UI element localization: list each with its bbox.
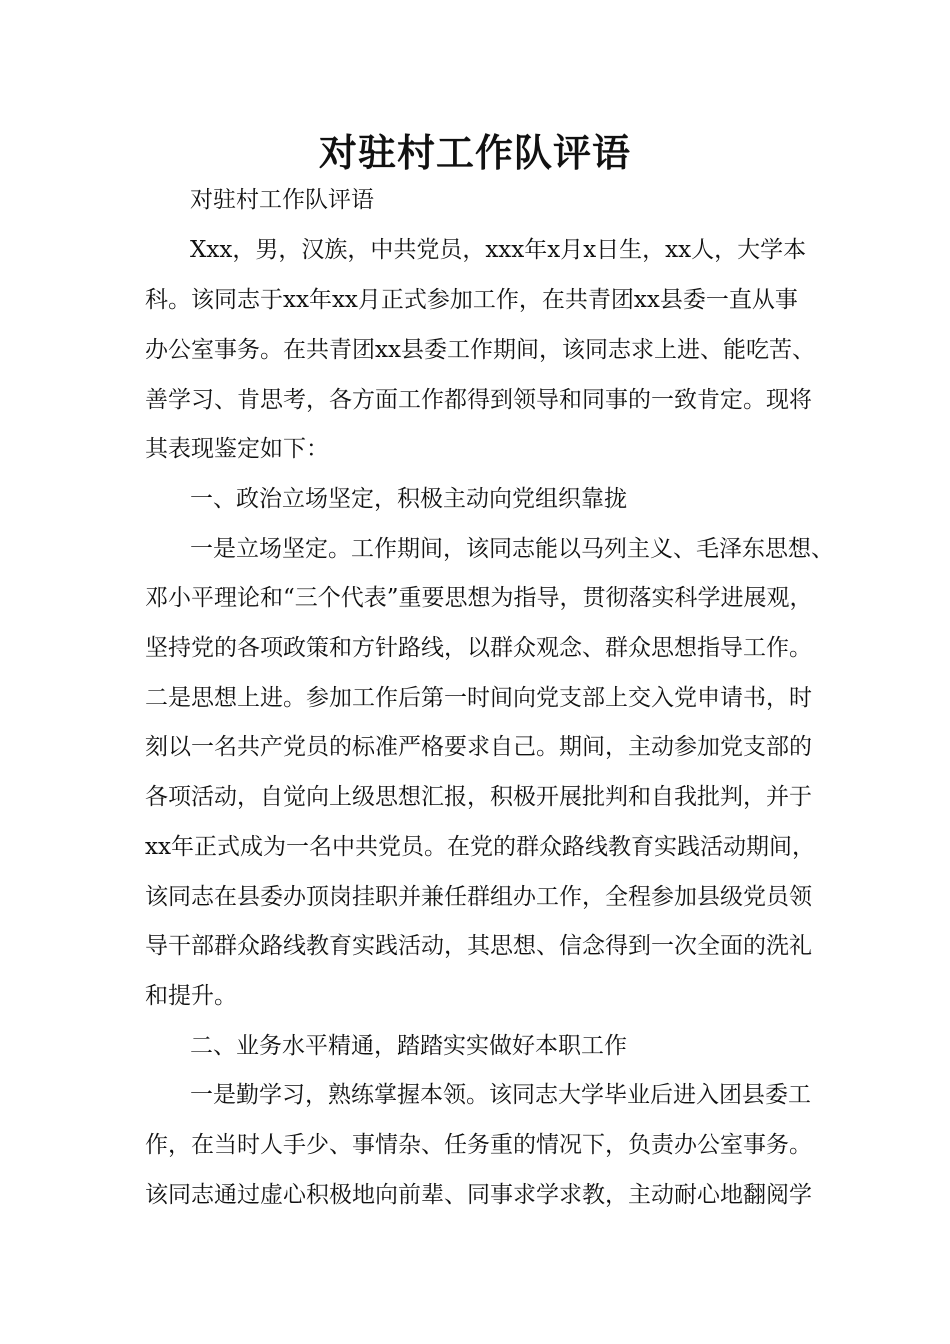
body-line: 各项活动，自觉向上级思想汇报，积极开展批判和自我批判，并于 bbox=[145, 784, 812, 810]
body-line: 该同志在县委办顶岗挂职并兼任群组办工作，全程参加县级党员领 bbox=[145, 884, 812, 910]
body-line: 善学习、肯思考，各方面工作都得到领导和同事的一致肯定。现将 bbox=[145, 387, 812, 413]
section-heading: 一、政治立场坚定，积极主动向党组织靠拢 bbox=[190, 486, 627, 512]
body-line: xx年正式成为一名中共党员。在党的群众路线教育实践活动期间， bbox=[145, 834, 815, 860]
body-line: 作，在当时人手少、事情杂、任务重的情况下，负责办公室事务。 bbox=[145, 1132, 812, 1158]
body-line: 二是思想上进。参加工作后第一时间向党支部上交入党申请书，时 bbox=[145, 685, 812, 711]
body-line: 坚持党的各项政策和方针路线，以群众观念、群众思想指导工作。 bbox=[145, 635, 812, 661]
section-heading: 二、业务水平精通，踏踏实实做好本职工作 bbox=[190, 1033, 627, 1059]
body-line: Xxx，男，汉族，中共党员，xxx年x月x日生，xx人，大学本 bbox=[190, 237, 807, 263]
body-line: 该同志通过虚心积极地向前辈、同事求学求教，主动耐心地翻阅学 bbox=[145, 1182, 812, 1208]
body-line: 导干部群众路线教育实践活动，其思想、信念得到一次全面的洗礼 bbox=[145, 933, 812, 959]
body-line: 刻以一名共产党员的标准严格要求自己。期间，主动参加党支部的 bbox=[145, 734, 812, 760]
body-line: 和提升。 bbox=[145, 983, 237, 1009]
document-title: 对驻村工作队评语 bbox=[318, 130, 631, 175]
body-line: 科。该同志于xx年xx月正式参加工作，在共青团xx县委一直从事 bbox=[145, 287, 798, 313]
body-line: 一是立场坚定。工作期间，该同志能以马列主义、毛泽东思想、 bbox=[190, 536, 834, 562]
body-line: 邓小平理论和“三个代表”重要思想为指导，贯彻落实科学进展观， bbox=[145, 585, 813, 611]
body-line: 其表现鉴定如下： bbox=[145, 436, 329, 462]
body-line: 办公室事务。在共青团xx县委工作期间，该同志求上进、能吃苦、 bbox=[145, 337, 815, 363]
body-line: 对驻村工作队评语 bbox=[190, 187, 374, 213]
body-line: 一是勤学习，熟练掌握本领。该同志大学毕业后进入团县委工 bbox=[190, 1082, 811, 1108]
